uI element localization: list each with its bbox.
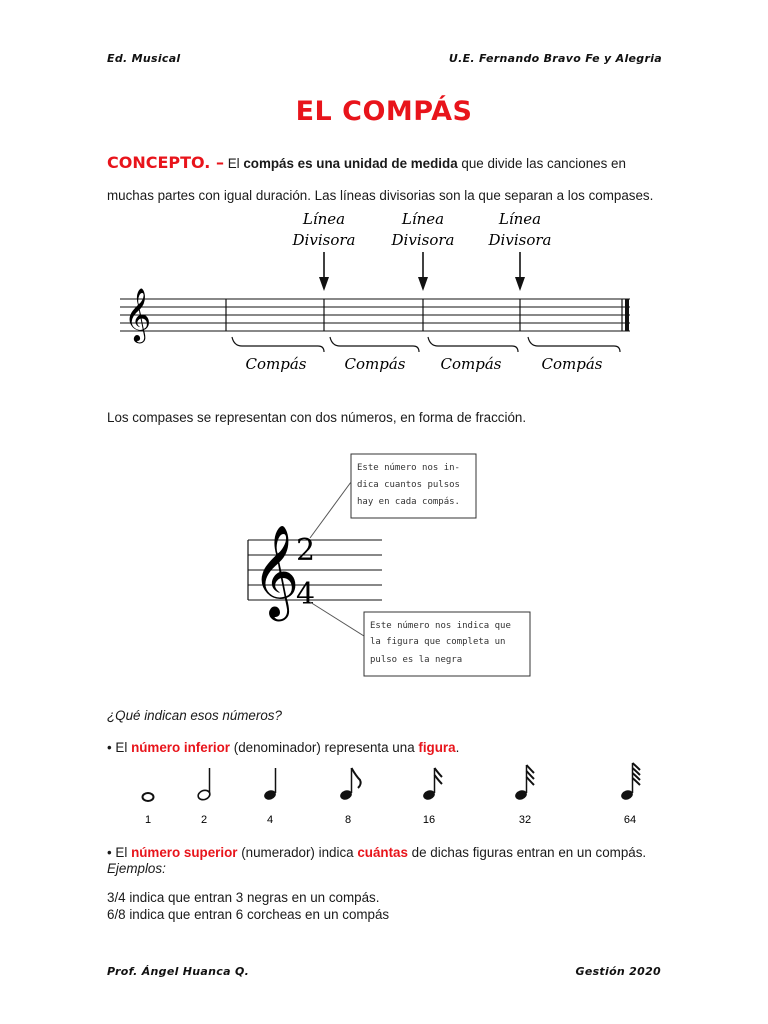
term-figure: figura (418, 740, 456, 755)
note-value-32: 32 (518, 814, 532, 826)
time-signature-diagram (240, 452, 540, 682)
upper-number-text-2: de dichas figuras entran en un compás. (411, 845, 647, 860)
examples-label: Ejemplos: (107, 861, 166, 876)
page-title: EL COMPÁS (295, 96, 473, 127)
note-value-4: 4 (266, 814, 274, 826)
concept-bold: compás es una unidad de medida (243, 156, 458, 171)
staff-lines (120, 299, 630, 331)
footer-left: Prof. Ángel Huanca Q. (107, 965, 250, 978)
concept-text-1: El (227, 156, 240, 171)
note-value-1: 1 (144, 814, 152, 826)
whole-note-icon (143, 793, 154, 801)
note-value-64: 64 (623, 814, 637, 826)
svg-text:Divisora: Divisora (292, 231, 356, 249)
svg-text:Línea: Línea (498, 210, 542, 228)
divider-label-3 (488, 210, 552, 249)
sixteenth-note-icon (422, 768, 442, 801)
upper-number-text-1: (numerador) indica (241, 845, 354, 860)
divider-label-1 (292, 210, 356, 249)
half-note-icon (197, 768, 211, 801)
ts-denominator: 4 (296, 577, 316, 612)
sixty-fourth-note-icon (620, 763, 640, 801)
term-how-many: cuántas (357, 845, 408, 860)
ts-numerator: 2 (296, 533, 316, 568)
pointer-top (310, 482, 351, 538)
header-left: Ed. Musical (107, 52, 181, 65)
lower-number-line (107, 738, 662, 758)
pointer-bottom (310, 602, 364, 636)
note-top-line-2: dica cuantos pulsos (357, 480, 460, 490)
term-upper-number: número superior (131, 845, 238, 860)
divider-label-2 (391, 210, 455, 249)
measure-label-4: Compás (541, 355, 603, 373)
concept-line-2: muchas partes con igual duración. Las líneas divisorias son la que separan a los compases. (107, 188, 654, 203)
note-bottom-line-2: la figura que completa un (370, 637, 506, 647)
concept-label: CONCEPTO. – (107, 153, 224, 172)
note-value-16: 16 (422, 814, 436, 826)
concept-line-1 (107, 153, 662, 174)
note-bottom-line-1: Este número nos indica que (370, 621, 511, 631)
note-figures-row (120, 762, 660, 830)
note-top-line-3: hay en cada compás. (357, 497, 460, 507)
bullet: • El (107, 740, 128, 755)
measure-label-1: Compás (245, 355, 307, 373)
term-lower-number: número inferior (131, 740, 231, 755)
svg-text:Divisora: Divisora (391, 231, 455, 249)
period: . (455, 740, 460, 755)
note-bottom-line-3: pulso es la negra (370, 655, 463, 665)
footer-right: Gestión 2020 (575, 965, 661, 978)
header-right: U.E. Fernando Bravo Fe y Alegria (448, 52, 662, 65)
thirty-second-note-icon (514, 765, 534, 801)
svg-text:Línea: Línea (401, 210, 445, 228)
eighth-note-icon (339, 768, 361, 801)
lower-number-text: (denominador) representa una (233, 740, 415, 755)
note-value-2: 2 (200, 814, 208, 826)
bullet: • El (107, 845, 128, 860)
quarter-note-icon (263, 768, 277, 801)
example-1: 3/4 indica que entran 3 negras en un compás. (107, 890, 380, 905)
note-value-8: 8 (344, 814, 352, 826)
question: ¿Qué indican esos números? (107, 708, 282, 723)
divider-arrows (319, 252, 525, 291)
svg-text:Divisora: Divisora (488, 231, 552, 249)
fraction-intro: Los compases se representan con dos números, en forma de fracción. (107, 410, 527, 425)
staff-barlines-diagram (110, 205, 645, 380)
measure-brackets (232, 337, 620, 352)
svg-text:Línea: Línea (302, 210, 346, 228)
ts-treble-clef-icon: 𝄞 (252, 524, 300, 617)
treble-clef-icon: 𝄞 (124, 287, 152, 341)
measure-label-3: Compás (440, 355, 502, 373)
concept-text-2: que divide las canciones en (461, 156, 626, 171)
note-top-line-1: Este número nos in- (357, 463, 460, 473)
example-2: 6/8 indica que entran 6 corcheas en un compás (107, 907, 390, 922)
measure-label-2: Compás (344, 355, 406, 373)
